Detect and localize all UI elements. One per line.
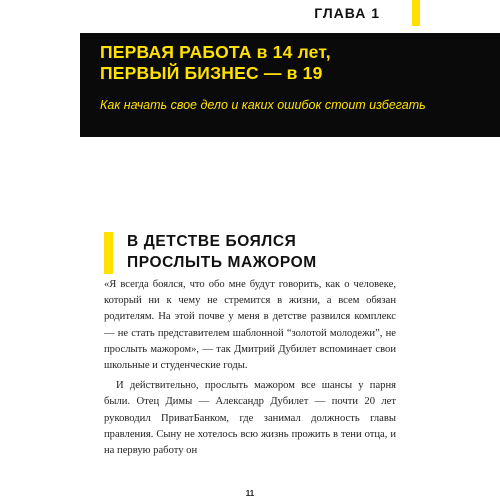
section-heading — [104, 231, 317, 274]
chapter-title-box — [80, 33, 500, 137]
body-text — [104, 277, 396, 459]
paragraph-2: И действительно, прослыть мажором все шансы у парня были. Отец Димы — Александр Дубилет — почти 20 лет руководил ПриватБанком, где занимал должность главы правления. Сыну не хотелось всю жизнь прожить в тени отца, и на первую работу он — [104, 380, 396, 457]
chapter-subtitle: Как начать свое дело и каких ошибок стоит избегать — [100, 98, 426, 112]
section-title — [127, 231, 317, 274]
section-title-line-2: ПРОСЛЫТЬ МАЖОРОМ — [127, 254, 317, 271]
section-title-line-1: В ДЕТСТВЕ БОЯЛСЯ — [127, 233, 297, 250]
paragraph-1: «Я всегда боялся, что обо мне будут говорить, как о человеке, который ни к чему не стремится в жизни, а всем обязан родителям. На этой почве у меня в детстве развился комплекс — не стать представителем шаблонной “золотой молодежи”, не прослыть мажором», — так Дмитрий Дубилет вспоминает свои школьные и студенческие годы. — [104, 279, 396, 372]
chapter-title-line-1: ПЕРВАЯ РАБОТА в 14 лет, — [100, 42, 331, 62]
chapter-label: ГЛАВА 1 — [314, 5, 380, 21]
chapter-header — [314, 5, 398, 23]
chapter-accent-bar — [412, 0, 420, 26]
page-number: 11 — [245, 489, 255, 498]
section-accent-bar — [104, 232, 113, 274]
chapter-title-line-2: ПЕРВЫЙ БИЗНЕС — в 19 — [100, 63, 323, 83]
chapter-title — [100, 42, 331, 84]
